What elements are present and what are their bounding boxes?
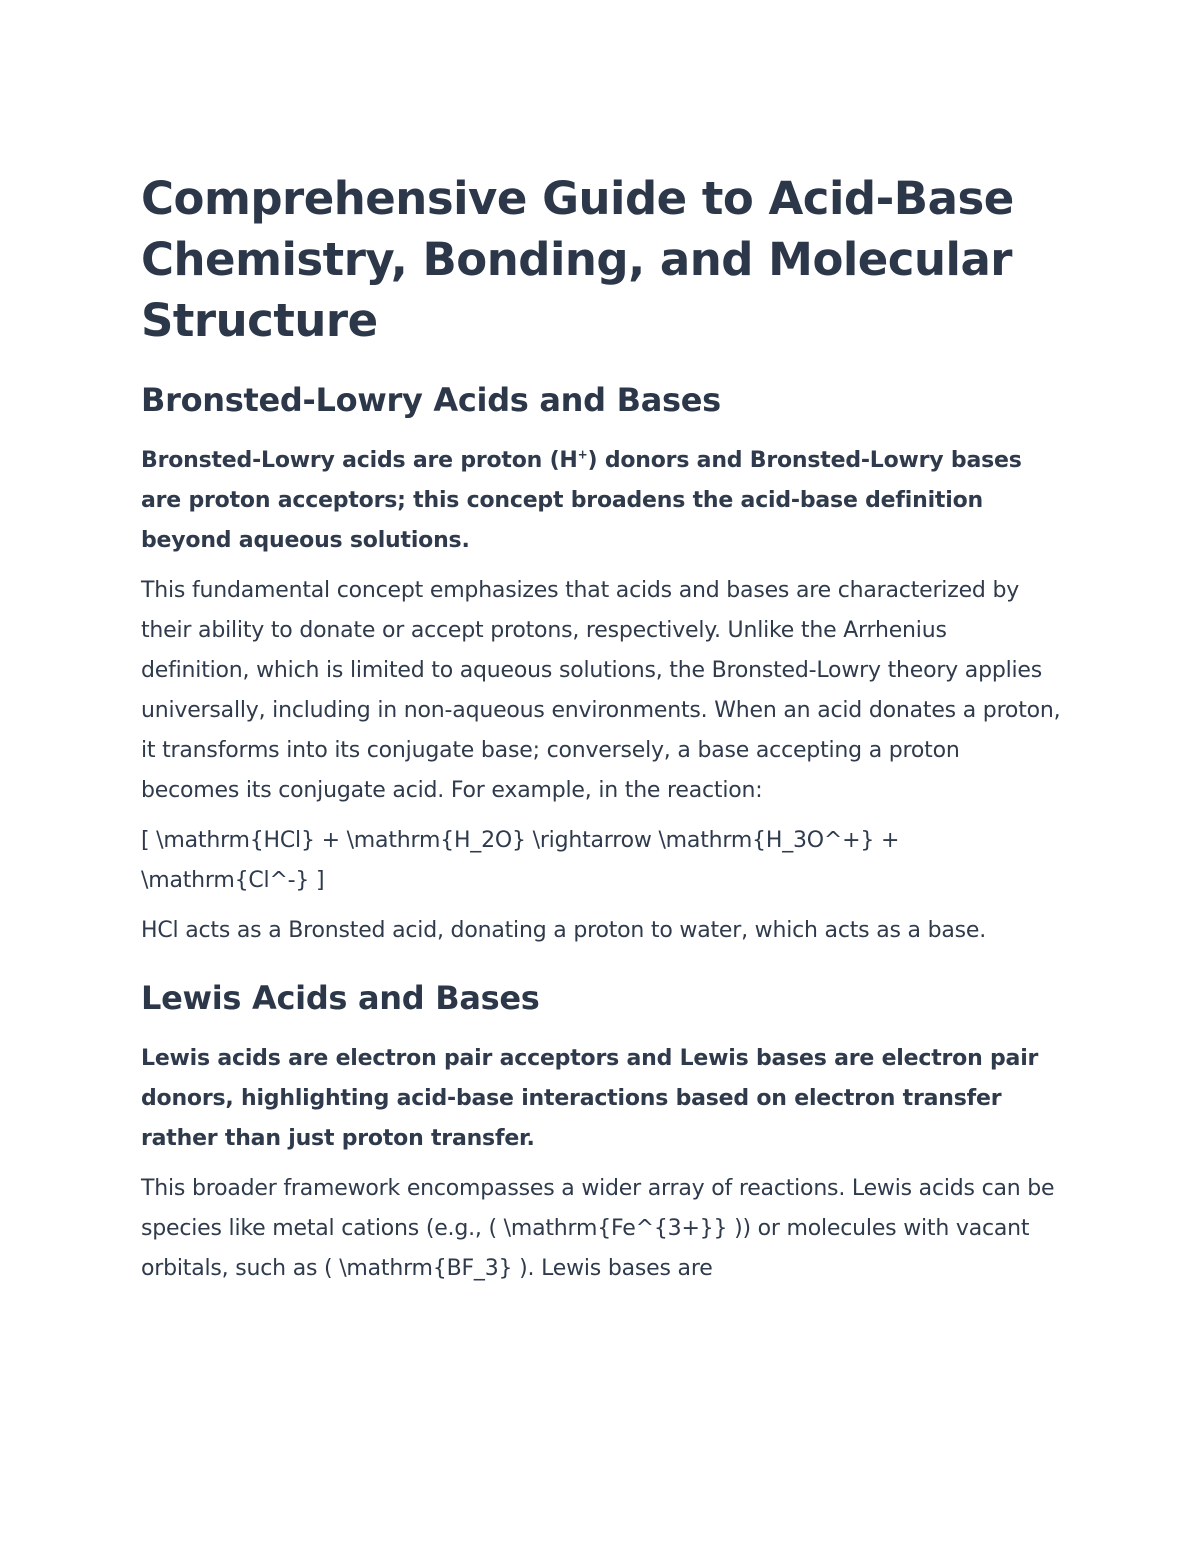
section-heading: Bronsted-Lowry Acids and Bases <box>141 381 721 419</box>
lead-text-end: ) donors and Bronsted-Lowry bases are proton acceptors; this concept broadens the acid-base definition beyond aqueous solutions. <box>141 448 1022 553</box>
section-paragraph: This broader framework encompasses a wider array of reactions. Lewis acids can be species like metal cations (e.g., ( \mathrm{Fe^{3+}} )) or molecules with vacant orbitals, such as ( \mathrm{BF_3} ). Lewis bases are <box>141 1176 1055 1281</box>
section-lead <box>141 441 1061 561</box>
superscript-plus: + <box>577 447 588 462</box>
section-paragraph: This fundamental concept emphasizes that acids and bases are characterized by their ability to donate or accept protons, respectively. Unlike the Arrhenius definition, which is limited to aqueous solutions, the Bronsted-Lowry theory applies universally, including in non-aqueous environments. When an acid donates a proton, it transforms into its conjugate base; conversely, a base accepting a proton becomes its conjugate acid. For example, in the reaction: <box>141 578 1061 803</box>
section-lewis <box>141 977 1061 1289</box>
lead-text-start: Bronsted-Lowry acids are proton (H <box>141 448 578 473</box>
document-title: Comprehensive Guide to Acid-Base Chemistry, Bonding, and Molecular Structure <box>141 172 1014 347</box>
section-bronsted-lowry <box>141 379 1061 951</box>
section-paragraph: HCl acts as a Bronsted acid, donating a proton to water, which acts as a base. <box>141 918 987 943</box>
equation: [ \mathrm{HCl} + \mathrm{H_2O} \rightarrow \mathrm{H_3O^+} + \mathrm{Cl^-} ] <box>141 828 900 893</box>
section-lead: Lewis acids are electron pair acceptors and Lewis bases are electron pair donors, highlighting acid-base interactions based on electron transfer rather than just proton transfer. <box>141 1046 1039 1151</box>
section-heading: Lewis Acids and Bases <box>141 979 540 1017</box>
document-page <box>141 168 1061 1299</box>
